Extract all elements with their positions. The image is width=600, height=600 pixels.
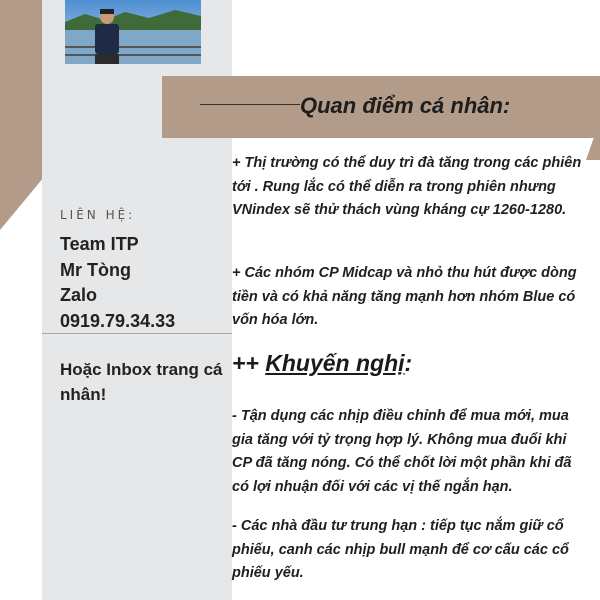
contact-phone: 0919.79.34.33 <box>60 310 176 331</box>
contact-zalo-label: Zalo <box>60 285 98 305</box>
contact-team: Team ITP <box>60 234 139 254</box>
paragraph-recommendation-2: - Các nhà đầu tư trung hạn : tiếp tục nắm giữ cổ phiếu, canh các nhịp bull mạnh để cơ cấu các cổ phiếu yếu. <box>232 518 569 581</box>
paragraph-midcap: + Các nhóm CP Midcap và nhỏ thu hút được dòng tiền và có khả năng tăng mạnh hơn nhóm Blue có vốn hóa lớn. <box>232 265 577 328</box>
recommendation-heading <box>232 350 412 377</box>
contact-info <box>60 232 175 334</box>
title-rule <box>200 104 300 105</box>
paragraph-recommendation-1: - Tận dụng các nhịp điều chỉnh để mua mới, mua gia tăng với tỷ trọng hợp lý. Không mua đuổi khi CP đã tăng nóng. Có thể chốt lời một phần khi đã có lợi nhuận đối với các vị thế ngắn hạn. <box>232 408 572 495</box>
sidebar-divider <box>42 333 232 334</box>
profile-photo-image <box>65 0 201 64</box>
contact-heading: LIÊN HỆ: <box>60 208 136 222</box>
page-title: Quan điểm cá nhân: <box>300 93 511 118</box>
contact-name: Mr Tòng <box>60 259 131 280</box>
recommendation-prefix: ++ <box>232 350 266 376</box>
decorative-corner-top-left <box>0 0 42 230</box>
recommendation-title: Khuyến nghị <box>265 350 405 376</box>
paragraph-market-outlook: + Thị trường có thể duy trì đà tăng trong các phiên tới . Rung lắc có thể diễn ra trong phiên nhưng VNindex sẽ thử thách vùng kháng cự 1260-1280. <box>232 155 582 218</box>
inbox-note: Hoặc Inbox trang cá nhân! <box>60 360 223 404</box>
profile-photo <box>65 0 201 64</box>
recommendation-suffix: : <box>404 350 413 376</box>
